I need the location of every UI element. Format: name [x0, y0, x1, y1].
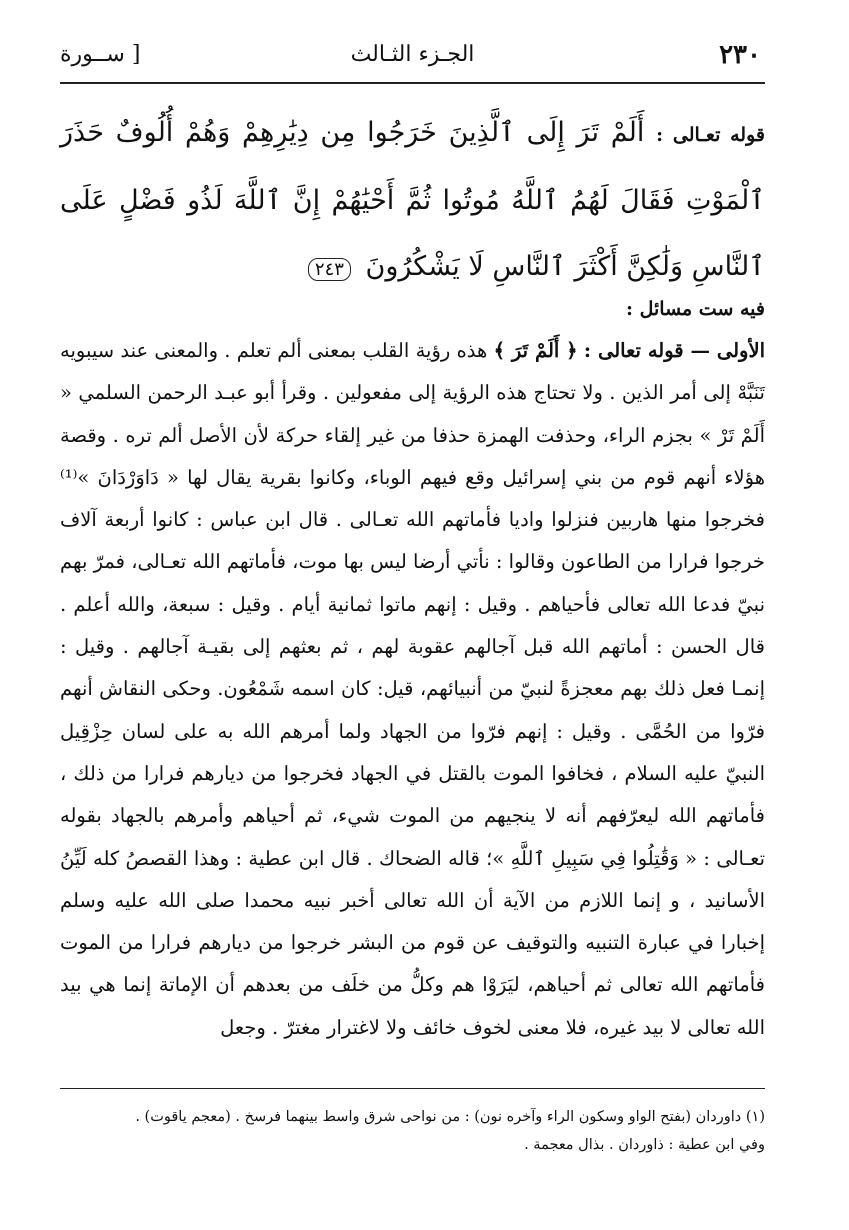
part-title: الجـزء الثـالث — [350, 42, 475, 67]
quran-verse — [60, 100, 765, 303]
footnote-line: وفي ابن عطية : ذاوردان . بذال معجمة . — [524, 1137, 765, 1153]
footnotes — [60, 1088, 765, 1159]
verse-intro: قوله تعـالى : — [656, 124, 765, 146]
page-number: ٢٣٠ — [719, 40, 761, 70]
commentary-paragraph: هذه رؤية القلب بمعنى ألم تعلم . والمعنى عند سيبويه تَنَبَّهْ إلى أمر الذين . ولا تحتاج هذه الرؤية إلى مفعولين . وقرأ أبو عبـد الرحمن السلمي « أَلَمْ تَرْ » بجزم الراء، وحذفت الهمزة حذفا من غير إلقاء حركة لأن الأصل ألم تره . وقصة هؤلاء أنهم قوم من بني إسرائيل وقع فيهم الوباء، وكانوا بقرية يقال لها « دَاوَرْدَانَ »⁽¹⁾ فخرجوا منها هاربين فنزلوا واديا فأماتهم الله تعـالى . قال ابن عباس : كانوا أربعة آلاف خرجوا فرارا من الطاعون وقالوا : نأتي أرضا ليس بها موت، فأماتهم الله تعـالى، فمرّ بهم نبيّ فدعا الله تعالى فأحياهم . وقيل : إنهم ماتوا ثمانية أيام . وقيل : سبعة، والله أعلم . قال الحسن : أماتهم الله قبل آجالهم عقوبة لهم ، ثم بعثهم إلى بقيـة آجالهم . وقيل : إنمـا فعل ذلك بهم معجزةً لنبيّ من أنبيائهم، قيل: كان اسمه شَمْعُون. وحكى النقاش أنهم فرّوا من الحُمَّى . وقيل : إنهم فرّوا من الجهاد ولما أمرهم الله به على لسان حِزْقِيل النبيّ عليه السلام ، فخافوا الموت بالقتل في الجهاد فخرجوا من ديارهم فرارا من ذلك ، فأماتهم الله ليعرّفهم أنه لا ينجيهم من الموت شيء، ثم أحياهم وأمرهم بالجهاد بقوله تعـالى : « وَقَٰتِلُوا فِي سَبِيلِ ٱللَّهِ »؛ قاله الضحاك . قال ابن عطية : وهذا القصصُ كله لَيِّنُ الأسانيد ، و إنما اللازم من الآية أن الله تعالى أخبر نبيه محمدا صلى الله عليه وسلم إخبارا في عبارة التنبيه والتوقيف عن قوم من البشر خرجوا من ديارهم فرارا من الموت فأماتهم الله تعالى ثم أحياهم، ليَرَوْا هم وكلُّ من خلَف من بعدهم أن الإماتة إنما هي بيد الله تعالى لا بيد غيره، فلا معنى لخوف خائف ولا لاغترار مغترّ . وجعل — [60, 339, 765, 1039]
commentary-body — [60, 330, 765, 1049]
footnote-line: (١) داوردان (بفتح الواو وسكون الراء وآخره نون) : من نواحى شرق واسط بينهما فرسخ . (معجم ياقوت) . — [135, 1109, 765, 1125]
verse-text: أَلَمْ تَرَ إِلَى ٱلَّذِينَ خَرَجُوا مِن دِيَٰرِهِمْ وَهُمْ أُلُوفٌ حَذَرَ ٱلْمَوْتِ فَقَالَ لَهُمُ ٱللَّهُ مُوتُوا ثُمَّ أَحْيَٰهُمْ إِنَّ ٱللَّهَ لَذُو فَضْلٍ عَلَى ٱلنَّاسِ وَلَٰكِنَّ أَكْثَرَ ٱلنَّاسِ لَا يَشْكُرُونَ — [60, 117, 765, 282]
first-issue-label: الأولى — قوله تعالى : — [583, 339, 766, 362]
book-page — [60, 30, 765, 1210]
first-issue-quote: ﴿ أَلَمْ تَرَ ﴾ — [493, 339, 578, 362]
page-header — [60, 38, 765, 84]
section-heading: فيه ست مسائل : — [625, 298, 765, 320]
surah-label: [ ســورة — [60, 42, 141, 67]
ayah-number-badge: ٢٤٣ — [308, 258, 351, 281]
